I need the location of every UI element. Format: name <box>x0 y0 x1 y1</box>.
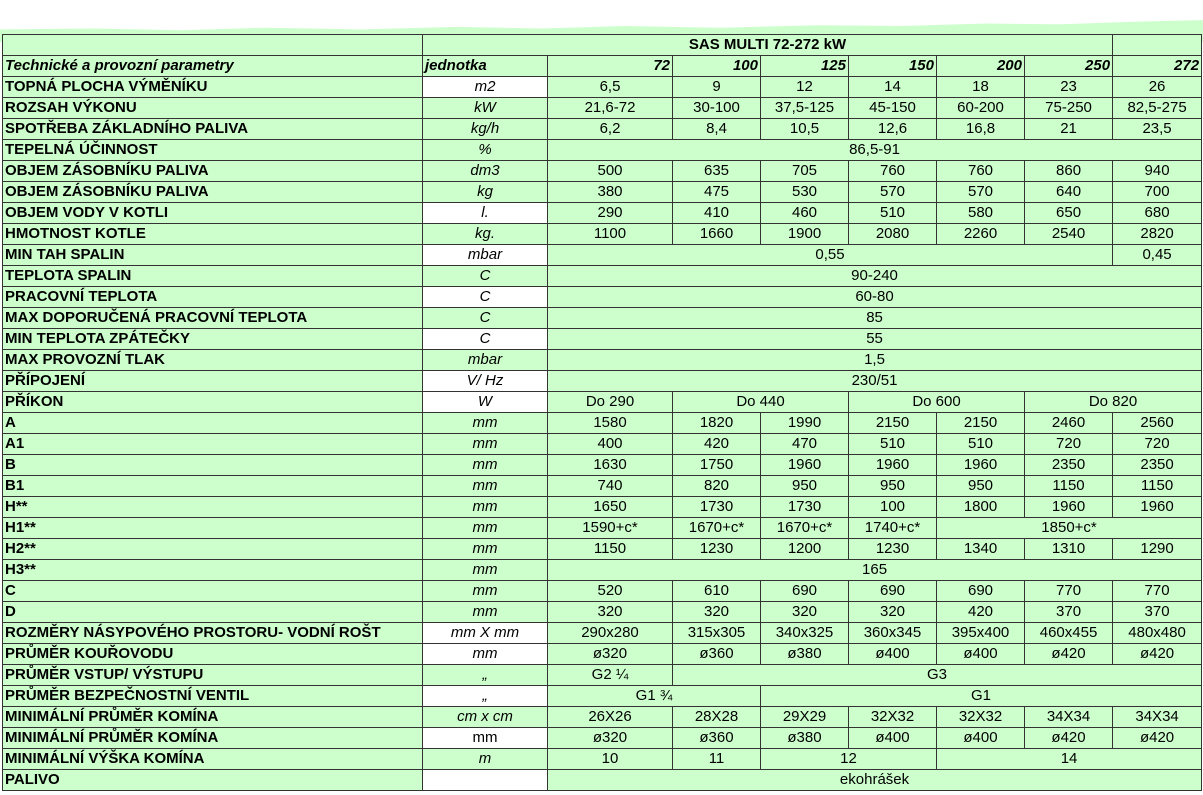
value-cell: 1590+c* <box>548 518 673 539</box>
value-cell: 2350 <box>1025 455 1113 476</box>
row-unit: C <box>423 308 548 329</box>
value-cell: 28X28 <box>673 707 761 728</box>
value-cell: 650 <box>1025 203 1113 224</box>
table-title-text: SAS MULTI 72-272 kW <box>688 36 847 53</box>
value-cell: 770 <box>1113 581 1202 602</box>
value-cell: 0,45 <box>1113 245 1202 266</box>
value-cell: ø420 <box>1113 644 1202 665</box>
row-unit: mm X mm <box>423 623 548 644</box>
row-unit: kW <box>423 98 548 119</box>
row-label: H2** <box>3 539 423 560</box>
header-model-125: 125 <box>761 56 849 77</box>
row-label: H** <box>3 497 423 518</box>
value-cell: 950 <box>761 476 849 497</box>
value-cell: 45-150 <box>849 98 937 119</box>
row-unit: mm <box>423 581 548 602</box>
value-cell: 530 <box>761 182 849 203</box>
value-cell: 2350 <box>1113 455 1202 476</box>
value-cell: 760 <box>849 161 937 182</box>
value-cell: 940 <box>1113 161 1202 182</box>
table-row <box>3 371 1202 392</box>
value-cell: 21,6-72 <box>548 98 673 119</box>
row-unit: % <box>423 140 548 161</box>
value-cell: 320 <box>849 602 937 623</box>
value-cell: 1660 <box>673 224 761 245</box>
value-cell: 16,8 <box>937 119 1025 140</box>
row-unit: mm <box>423 434 548 455</box>
value-cell: 23,5 <box>1113 119 1202 140</box>
table-row <box>3 770 1202 791</box>
value-cell: 2540 <box>1025 224 1113 245</box>
value-cell: 690 <box>849 581 937 602</box>
value-cell: 720 <box>1113 434 1202 455</box>
table-row <box>3 476 1202 497</box>
value-cell: 1730 <box>673 497 761 518</box>
row-label: A1 <box>3 434 423 455</box>
table-row <box>3 686 1202 707</box>
row-unit: mm <box>423 539 548 560</box>
row-label: PRACOVNÍ TEPLOTA <box>3 287 423 308</box>
value-cell: 10 <box>548 749 673 770</box>
header-model-72: 72 <box>548 56 673 77</box>
value-cell: 1150 <box>1113 476 1202 497</box>
row-unit: kg <box>423 182 548 203</box>
value-cell: 680 <box>1113 203 1202 224</box>
row-unit: mm <box>423 476 548 497</box>
value-cell: ø360 <box>673 728 761 749</box>
table-row <box>3 518 1202 539</box>
table-row <box>3 413 1202 434</box>
value-cell: 360x345 <box>849 623 937 644</box>
header-model-272: 272 <box>1113 56 1202 77</box>
row-label: B <box>3 455 423 476</box>
value-cell: 400 <box>548 434 673 455</box>
table-row <box>3 644 1202 665</box>
row-unit: mm <box>423 602 548 623</box>
row-unit <box>423 770 548 791</box>
value-cell: 26 <box>1113 77 1202 98</box>
value-cell: 340x325 <box>761 623 849 644</box>
value-cell: 1650 <box>548 497 673 518</box>
value-cell: 1150 <box>1025 476 1113 497</box>
row-label: PRŮMĚR KOUŘOVODU <box>3 644 423 665</box>
row-label: B1 <box>3 476 423 497</box>
row-unit: mm <box>423 518 548 539</box>
table-row <box>3 623 1202 644</box>
value-cell: 1800 <box>937 497 1025 518</box>
value-cell: 480x480 <box>1113 623 1202 644</box>
value-cell: 1670+c* <box>761 518 849 539</box>
row-label: H3** <box>3 560 423 581</box>
value-cell: 9 <box>673 77 761 98</box>
value-cell: 60-200 <box>937 98 1025 119</box>
title-spacer <box>1113 35 1202 56</box>
value-cell: 2560 <box>1113 413 1202 434</box>
value-cell: 14 <box>937 749 1202 770</box>
table-row <box>3 182 1202 203</box>
row-label: H1** <box>3 518 423 539</box>
value-cell: 8,4 <box>673 119 761 140</box>
value-cell: 635 <box>673 161 761 182</box>
row-label: PRŮMĚR BEZPEČNOSTNÍ VENTIL <box>3 686 423 707</box>
value-cell: G3 <box>673 665 1202 686</box>
value-cell: 1820 <box>673 413 761 434</box>
value-cell: 1740+c* <box>849 518 937 539</box>
row-unit: mm <box>423 560 548 581</box>
header-model-150: 150 <box>849 56 937 77</box>
value-cell: 370 <box>1025 602 1113 623</box>
header-row <box>3 56 1202 77</box>
header-model-200: 200 <box>937 56 1025 77</box>
value-cell: 11 <box>673 749 761 770</box>
value-cell: 1100 <box>548 224 673 245</box>
value-cell: 1230 <box>849 539 937 560</box>
table-row <box>3 308 1202 329</box>
value-cell: 165 <box>548 560 1202 581</box>
value-cell: Do 820 <box>1025 392 1202 413</box>
value-cell: 470 <box>761 434 849 455</box>
row-unit: l. <box>423 203 548 224</box>
value-cell: 60-80 <box>548 287 1202 308</box>
row-unit: C <box>423 287 548 308</box>
value-cell: 420 <box>673 434 761 455</box>
table-title <box>423 35 1113 56</box>
row-unit: W <box>423 392 548 413</box>
value-cell: 1580 <box>548 413 673 434</box>
value-cell: 2820 <box>1113 224 1202 245</box>
value-cell: 1750 <box>673 455 761 476</box>
table-body <box>3 35 1202 791</box>
value-cell: 950 <box>937 476 1025 497</box>
table-row <box>3 665 1202 686</box>
value-cell: 2460 <box>1025 413 1113 434</box>
value-cell: ø400 <box>849 644 937 665</box>
value-cell: 10,5 <box>761 119 849 140</box>
row-label: MIN TEPLOTA ZPÁTEČKY <box>3 329 423 350</box>
value-cell: 1900 <box>761 224 849 245</box>
value-cell: 1200 <box>761 539 849 560</box>
value-cell: 1990 <box>761 413 849 434</box>
value-cell: 320 <box>761 602 849 623</box>
header-model-100: 100 <box>673 56 761 77</box>
row-unit: „ <box>423 686 548 707</box>
value-cell: 75-250 <box>1025 98 1113 119</box>
row-label: D <box>3 602 423 623</box>
value-cell: 23 <box>1025 77 1113 98</box>
row-label: MIN TAH SPALIN <box>3 245 423 266</box>
table-row <box>3 77 1202 98</box>
title-row <box>3 35 1202 56</box>
value-cell: 570 <box>849 182 937 203</box>
value-cell: 21 <box>1025 119 1113 140</box>
value-cell: 690 <box>761 581 849 602</box>
value-cell: ekohrášek <box>548 770 1202 791</box>
value-cell: ø400 <box>937 644 1025 665</box>
table-row <box>3 329 1202 350</box>
table-row <box>3 266 1202 287</box>
row-unit: mbar <box>423 245 548 266</box>
value-cell: 32X32 <box>937 707 1025 728</box>
value-cell: 34X34 <box>1113 707 1202 728</box>
row-label: PRŮMĚR VSTUP/ VÝSTUPU <box>3 665 423 686</box>
value-cell: 14 <box>849 77 937 98</box>
value-cell: Do 290 <box>548 392 673 413</box>
value-cell: 510 <box>849 203 937 224</box>
value-cell: 380 <box>548 182 673 203</box>
value-cell: 1850+c* <box>937 518 1202 539</box>
table-row <box>3 560 1202 581</box>
value-cell: 29X29 <box>761 707 849 728</box>
row-label: MAX PROVOZNÍ TLAK <box>3 350 423 371</box>
row-label: MINIMÁLNÍ PRŮMĚR KOMÍNA <box>3 707 423 728</box>
table-row <box>3 581 1202 602</box>
value-cell: ø380 <box>761 728 849 749</box>
value-cell: 720 <box>1025 434 1113 455</box>
value-cell: 410 <box>673 203 761 224</box>
table-row <box>3 539 1202 560</box>
value-cell: 2080 <box>849 224 937 245</box>
row-unit: kg/h <box>423 119 548 140</box>
value-cell: 460x455 <box>1025 623 1113 644</box>
value-cell: 1960 <box>849 455 937 476</box>
value-cell: 82,5-275 <box>1113 98 1202 119</box>
value-cell: 230/51 <box>548 371 1202 392</box>
value-cell: 1230 <box>673 539 761 560</box>
table-row <box>3 728 1202 749</box>
row-unit: m <box>423 749 548 770</box>
row-label: OBJEM ZÁSOBNÍKU PALIVA <box>3 182 423 203</box>
value-cell: 1960 <box>1113 497 1202 518</box>
table-row <box>3 392 1202 413</box>
value-cell: 760 <box>937 161 1025 182</box>
value-cell: 2150 <box>849 413 937 434</box>
value-cell: ø380 <box>761 644 849 665</box>
row-label: ROZSAH VÝKONU <box>3 98 423 119</box>
table-row <box>3 350 1202 371</box>
header-label: Technické a provozní parametry <box>3 56 423 77</box>
value-cell: 85 <box>548 308 1202 329</box>
value-cell: Do 440 <box>673 392 849 413</box>
value-cell: 510 <box>937 434 1025 455</box>
table-row <box>3 140 1202 161</box>
row-unit: V/ Hz <box>423 371 548 392</box>
value-cell: 510 <box>849 434 937 455</box>
value-cell: 6,2 <box>548 119 673 140</box>
table-row <box>3 455 1202 476</box>
value-cell: 2260 <box>937 224 1025 245</box>
row-label: TEPELNÁ ÚČINNOST <box>3 140 423 161</box>
row-unit: cm x cm <box>423 707 548 728</box>
value-cell: 18 <box>937 77 1025 98</box>
parameters-table <box>2 34 1202 791</box>
value-cell: 34X34 <box>1025 707 1113 728</box>
value-cell: ø320 <box>548 728 673 749</box>
row-label: OBJEM VODY V KOTLI <box>3 203 423 224</box>
value-cell: ø420 <box>1025 728 1113 749</box>
value-cell: 1150 <box>548 539 673 560</box>
value-cell: ø400 <box>849 728 937 749</box>
table-row <box>3 98 1202 119</box>
value-cell: 1340 <box>937 539 1025 560</box>
table-row <box>3 602 1202 623</box>
row-unit: mm <box>423 728 548 749</box>
row-unit: mm <box>423 413 548 434</box>
row-unit: mbar <box>423 350 548 371</box>
row-label: MAX DOPORUČENÁ PRACOVNÍ TEPLOTA <box>3 308 423 329</box>
value-cell: 1730 <box>761 497 849 518</box>
value-cell: 86,5-91 <box>548 140 1202 161</box>
value-cell: 860 <box>1025 161 1113 182</box>
value-cell: 290 <box>548 203 673 224</box>
value-cell: 520 <box>548 581 673 602</box>
value-cell: ø360 <box>673 644 761 665</box>
table-row <box>3 749 1202 770</box>
value-cell: 0,55 <box>548 245 1113 266</box>
value-cell: 1,5 <box>548 350 1202 371</box>
value-cell: 475 <box>673 182 761 203</box>
row-label: OBJEM ZÁSOBNÍKU PALIVA <box>3 161 423 182</box>
value-cell: 570 <box>937 182 1025 203</box>
table-row <box>3 119 1202 140</box>
table-row <box>3 434 1202 455</box>
table-row <box>3 224 1202 245</box>
value-cell: 1670+c* <box>673 518 761 539</box>
value-cell: 2150 <box>937 413 1025 434</box>
value-cell: 770 <box>1025 581 1113 602</box>
row-label: TEPLOTA SPALIN <box>3 266 423 287</box>
value-cell: 26X26 <box>548 707 673 728</box>
row-label: PALIVO <box>3 770 423 791</box>
title-spacer <box>3 35 423 56</box>
value-cell: 640 <box>1025 182 1113 203</box>
row-label: A <box>3 413 423 434</box>
table-row <box>3 707 1202 728</box>
value-cell: 30-100 <box>673 98 761 119</box>
row-label: PŘÍPOJENÍ <box>3 371 423 392</box>
value-cell: 32X32 <box>849 707 937 728</box>
value-cell: 37,5-125 <box>761 98 849 119</box>
value-cell: 370 <box>1113 602 1202 623</box>
value-cell: 700 <box>1113 182 1202 203</box>
value-cell: G1 <box>761 686 1202 707</box>
row-label: C <box>3 581 423 602</box>
row-unit: „ <box>423 665 548 686</box>
value-cell: 820 <box>673 476 761 497</box>
row-unit: C <box>423 266 548 287</box>
value-cell: 1960 <box>761 455 849 476</box>
value-cell: Do 600 <box>849 392 1025 413</box>
value-cell: ø400 <box>937 728 1025 749</box>
value-cell: 740 <box>548 476 673 497</box>
row-unit: mm <box>423 644 548 665</box>
row-label: MINIMÁLNÍ VÝŠKA KOMÍNA <box>3 749 423 770</box>
value-cell: 690 <box>937 581 1025 602</box>
value-cell: 315x305 <box>673 623 761 644</box>
value-cell: 610 <box>673 581 761 602</box>
row-unit: mm <box>423 455 548 476</box>
value-cell: 420 <box>937 602 1025 623</box>
value-cell: G2 ¼ <box>548 665 673 686</box>
table-row <box>3 497 1202 518</box>
value-cell: 6,5 <box>548 77 673 98</box>
value-cell: 705 <box>761 161 849 182</box>
row-label: TOPNÁ PLOCHA VÝMĚNÍKU <box>3 77 423 98</box>
value-cell: 1310 <box>1025 539 1113 560</box>
value-cell: 1960 <box>1025 497 1113 518</box>
row-unit: C <box>423 329 548 350</box>
row-label: MINIMÁLNÍ PRŮMĚR KOMÍNA <box>3 728 423 749</box>
row-unit: m2 <box>423 77 548 98</box>
row-unit: dm3 <box>423 161 548 182</box>
value-cell: 55 <box>548 329 1202 350</box>
value-cell: ø420 <box>1025 644 1113 665</box>
spec-sheet <box>2 34 1202 791</box>
table-row <box>3 287 1202 308</box>
value-cell: 1960 <box>937 455 1025 476</box>
value-cell: 1630 <box>548 455 673 476</box>
value-cell: G1 ¾ <box>548 686 761 707</box>
value-cell: ø420 <box>1113 728 1202 749</box>
value-cell: 290x280 <box>548 623 673 644</box>
row-label: HMOTNOST KOTLE <box>3 224 423 245</box>
row-unit: kg. <box>423 224 548 245</box>
value-cell: 950 <box>849 476 937 497</box>
table-row <box>3 203 1202 224</box>
value-cell: 90-240 <box>548 266 1202 287</box>
value-cell: 1290 <box>1113 539 1202 560</box>
value-cell: 320 <box>673 602 761 623</box>
value-cell: 460 <box>761 203 849 224</box>
value-cell: 320 <box>548 602 673 623</box>
value-cell: ø320 <box>548 644 673 665</box>
header-model-250: 250 <box>1025 56 1113 77</box>
value-cell: 12 <box>761 749 937 770</box>
row-label: PŘÍKON <box>3 392 423 413</box>
value-cell: 100 <box>849 497 937 518</box>
value-cell: 12,6 <box>849 119 937 140</box>
header-unit: jednotka <box>423 56 548 77</box>
value-cell: 12 <box>761 77 849 98</box>
value-cell: 395x400 <box>937 623 1025 644</box>
value-cell: 580 <box>937 203 1025 224</box>
table-row <box>3 245 1202 266</box>
table-row <box>3 161 1202 182</box>
row-label: ROZMĚRY NÁSYPOVÉHO PROSTORU- VODNÍ ROŠT <box>3 623 423 644</box>
value-cell: 500 <box>548 161 673 182</box>
row-label: SPOTŘEBA ZÁKLADNÍHO PALIVA <box>3 119 423 140</box>
row-unit: mm <box>423 497 548 518</box>
